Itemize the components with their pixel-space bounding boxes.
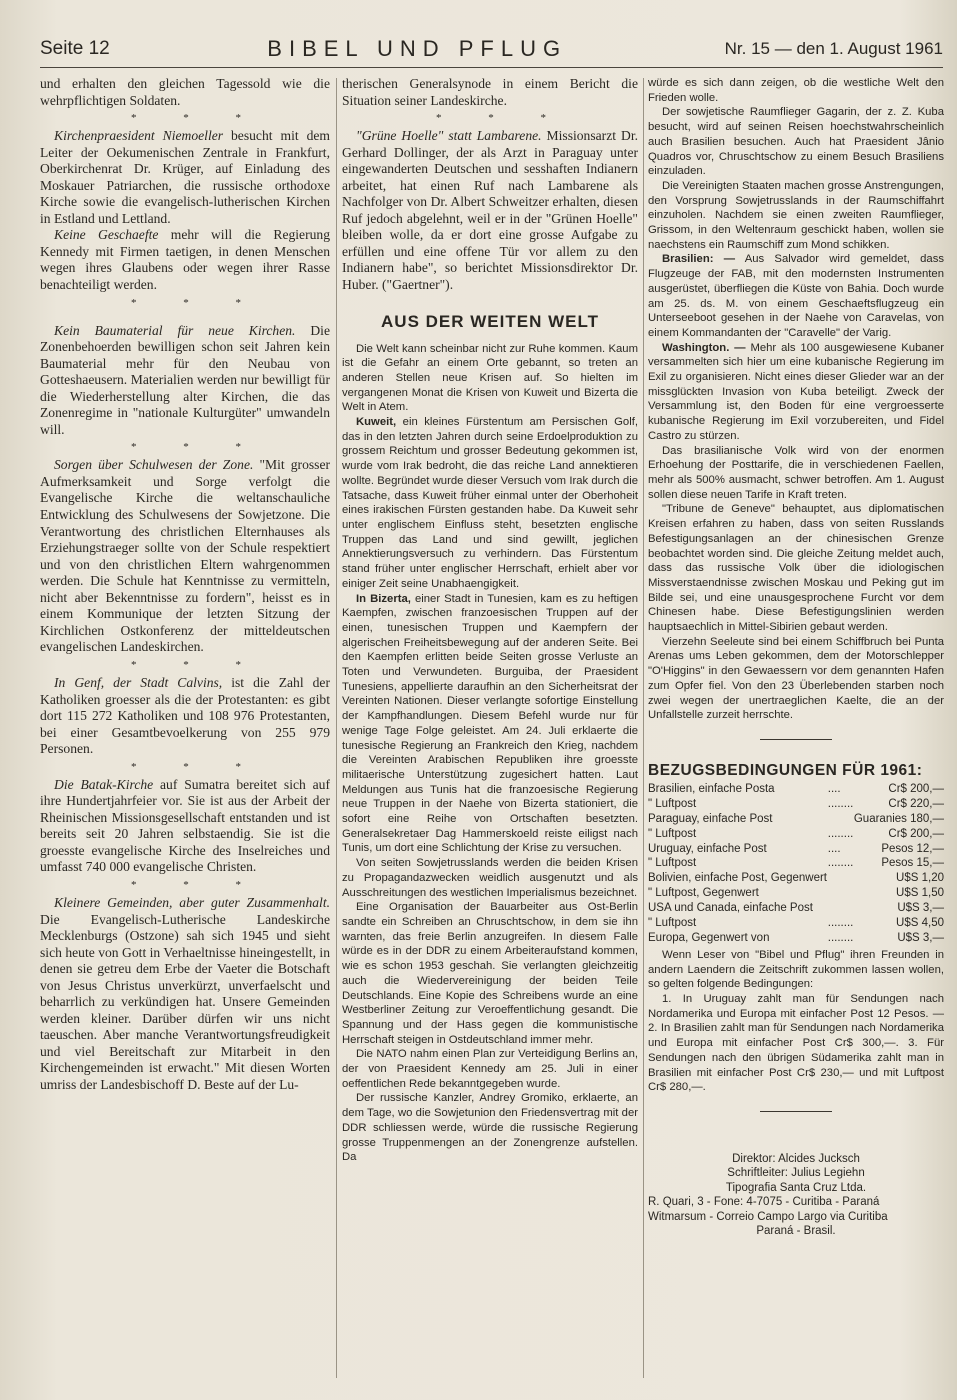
imprint-address: Witmarsum - Correio Campo Largo via Curitiba xyxy=(648,1210,888,1223)
rate-label: " Luftpost xyxy=(648,857,697,870)
rate-label: Brasilien, einfache Posta xyxy=(648,782,775,795)
rate-label: Europa, Gegenwert von xyxy=(648,932,770,944)
rate-price: Pesos 12,— xyxy=(881,842,944,855)
rate-row xyxy=(648,812,944,827)
rate-row xyxy=(648,782,944,797)
separator-stars: * * * xyxy=(131,441,263,454)
article-text: therischen Generalsynode in einem Bericht die Situation seiner Landeskirche. xyxy=(342,76,638,108)
column-divider xyxy=(643,78,644,1378)
separator-stars: * * * xyxy=(131,658,263,671)
imprint-editor: Schriftleiter: Julius Legiehn xyxy=(727,1167,865,1180)
rate-label: Uruguay, einfache Post xyxy=(648,842,767,855)
rate-row xyxy=(648,931,944,946)
rate-label: Paraguay, einfache Post xyxy=(648,812,773,825)
rate-label: " Luftpost xyxy=(648,917,697,930)
rate-dots: ........ xyxy=(827,797,854,810)
rate-dots xyxy=(828,886,854,901)
rate-price: Pesos 15,— xyxy=(881,857,944,870)
rate-price: U$S 1,20 xyxy=(896,872,944,885)
imprint-address: R. Quari, 3 - Fone: 4-7075 - Curitiba - Paraná xyxy=(648,1196,880,1209)
subscription-title: BEZUGSBEDINGUNGEN FÜR 1961: xyxy=(648,761,923,779)
rate-price: U$S 4,50 xyxy=(896,917,944,930)
issue-date: Nr. 15 — den 1. August 1961 xyxy=(724,38,943,58)
column-left xyxy=(40,76,330,1380)
rate-price: U$S 1,50 xyxy=(896,887,944,900)
rate-price: Guaranies 180,— xyxy=(853,812,944,825)
rate-row xyxy=(648,856,944,871)
rate-label: " Luftpost xyxy=(648,827,697,840)
rate-dots: .... xyxy=(827,842,841,855)
world-news-bizerta: In Bizerta, einer Stadt in Tunesien, kam es zu heftigen Kaempfen, zwischen franzoesischen Truppen auf der einen, tunesischen Truppen und Kaempfern der algerischen Freiheitsbewegung auf der anderen Seite. Bei den Kaempfen erlitten beide Seiten grosse Verluste an Toten und Verwundeten. Burguiba, der Praesident Tunesiens, appellierte daraufhin an den Sicherheitsrat der Vereinten Nationen. Dieser verlangte sofortige Einstellung der Kampfhandlungen. Diesem Befehl wurde nur für wenige Tage Folge geleistet. Am 24. Juli erklaerte die tunesische Regierung an Frankreich den Krieg, nachdem die Vereinten Arabischen Republiken ihre groesste militaerische Unterstützung zugesichert hatten. Laut Meldungen aus Tunis hat die franzoesische Regierung neue Truppen in der Naehe von Bizerta stationiert, die sofort eine Reihe von Ortschaften besetzten. Generalsekretaer Dag Hammerskoeld reiste eiligst nach Tunis, um dort eine Schlichtung der Krise zu versuchen. xyxy=(342,592,638,855)
rate-dots: ........ xyxy=(827,932,854,944)
rate-price: Cr$ 200,— xyxy=(888,782,944,795)
article-text: und erhalten den gleichen Tagessold wie die wehrpflichtigen Soldaten. xyxy=(40,76,330,108)
newspaper-title: BIBEL UND PFLUG xyxy=(267,35,568,61)
article-baumaterial: Kein Baumaterial für neue Kirchen. Die Zonenbehoerden bewilligen schon seit Jahren kein Baumaterial mehr für den Neubau von Gotteshaeusern. Materialien werden nur bewilligt für die Wiederherstellung alter Kirchen, die das Zonenregime in "nationale Kulturgüter" umwandeln will. xyxy=(40,322,330,437)
world-news-geneve: "Tribune de Geneve" behauptet, aus diplomatischen Kreisen erfahren zu haben, dass von seiten Russlands Befestigungsanlagen an der chinesischen Grenze beobachtet worden sind. Die gleiche Zeitung meldet auch, dass das russische Volk über die idiologischen Missverstaendnisse zwischen Moskau und Peking gut im Bilde sei, und eine unausgesprochene Furcht vor dem Chinesen habe. Diese Befestigungslinien werden hauptsaechlich in Mittel-Sibirien gebaut werden. xyxy=(648,503,944,634)
separator-stars: * * * xyxy=(131,760,263,773)
world-news-gromiko: Der russische Kanzler, Andrey Gromiko, erklaerte, an dem Tage, wo die Sowjetunion den Friedensvertrag mit der DDR schliessen werde, würde die russische Regierung grosse Truppenmengen an der Zonengrenze aufstellen. Da xyxy=(342,1092,638,1164)
world-news-propaganda: Von seiten Sowjetrusslands werden die beiden Krisen zu Propagandazwecken weidlich ausgenutzt und als Ausschreitungen des westlichen Imperialismus bezeichnet. xyxy=(342,857,638,899)
rate-dots: ........ xyxy=(827,917,854,930)
world-news-berlin: Eine Organisation der Bauarbeiter aus Ost-Berlin sandte ein Schreiben an Chruschtschow, in dem sie ihn warnten, das freie Berlin anzugreifen. In diesem Falle würde es in der DDR zu einem Arbeiteraufstand kommen, wie es schon 1953 geschah. Sie verlangten gleichzeitig auch die Wiedervereinigung der beiden Teile Deutschlands. Eine Kopie des Schreibens wurde an eine Westberliner Zeitung zur Veroeffentlichung gesandt. Die Spannung und der Hass gegen die kommunistische Herrschaft steigen in Ostdeutschland immer mehr. xyxy=(342,901,638,1046)
subscription-conditions: 1. In Uruguay zahlt man für Sendungen nach Nordamerika und Europa mit einfacher Post 12 Pesos. — 2. In Brasilien zahlt man für Sendungen nach Nordamerika und Europa mit einfacher Post Cr$ 300,—. 3. Für Sendungen nach den übrigen Südamerika zahlt man in Brasilien mit einfacher Post Cr$ 230,— und mit Luftpost Cr$ 280,—. xyxy=(648,993,944,1094)
page-header xyxy=(40,30,943,68)
rate-dots xyxy=(828,812,854,827)
rate-row xyxy=(648,871,944,886)
imprint-printer: Tipografia Santa Cruz Ltda. xyxy=(725,1181,867,1194)
rate-label: USA und Canada, einfache Post xyxy=(648,902,813,915)
separator-stars: * * * xyxy=(131,296,263,309)
rate-row xyxy=(648,886,944,901)
column-divider xyxy=(336,78,337,1378)
column-right xyxy=(648,76,944,1380)
rate-price: Cr$ 220,— xyxy=(888,797,944,810)
world-news-posttarife: Das brasilianische Volk wird von der enormen Erhoehung der Posttarife, die in verschiedenen Faellen, mehr als 500% ausmacht, schwer betroffen. Am 1. August sollen diese neuen Tarife in Kraft treten. xyxy=(648,444,944,501)
column-middle xyxy=(342,76,638,1380)
separator-stars: * * * xyxy=(131,878,263,891)
rate-dots: ........ xyxy=(827,857,854,870)
rate-price: Cr$ 200,— xyxy=(888,827,944,840)
article-batak: Die Batak-Kirche auf Sumatra bereitet sich auf ihre Hundertjahrfeier vor. Sie ist aus der Arbeit der Rheinischen Missionsgesellschaft entstanden und ist bereits seit 20 Jahren selbstaendig. Sie ist die groesste evangelische Kirche des Inselreiches und umfasst 740 000 evangelische Christen. xyxy=(40,776,330,875)
world-news-text: würde es sich dann zeigen, ob die westliche Welt den Frieden wolle. xyxy=(648,77,944,104)
rate-row xyxy=(648,797,944,812)
article-lambarene: "Grüne Hoelle" statt Lambarene. Missionsarzt Dr. Gerhard Dollinger, der als Arzt in Paraguay unter eingewanderten Deutschen und sesshaften Indianern arbeitet, hat einen Ruf nach Lambarene als Nachfolger von Dr. Albert Schweitzer erhalten, diesen Ruf jedoch abgelehnt, weil er in der "Grünen Hoelle" bleiben wolle, da er dort eine grosse Aufgabe zu erfüllen und eine offene Tür vor allem zu den Indianern habe", so berichtet Missionsdirektor Dr. Huber. ("Gaertner"). xyxy=(342,128,638,293)
rate-row xyxy=(648,901,944,916)
world-news-intro: Die Welt kann scheinbar nicht zur Ruhe kommen. Kaum ist die Gefahr an einem Orte gebannt, so treten an anderen Stellen neue Krisen auf. So hielten im vergangenen Monat die Krisen von Kuweit und Bizerta die Welt in Atem. xyxy=(342,342,638,414)
divider xyxy=(760,1111,832,1112)
page-number: Seite 12 xyxy=(40,37,110,59)
rate-label: Bolivien, einfache Post, Gegenwert xyxy=(648,872,827,885)
rate-price: U$S 3,— xyxy=(897,902,944,915)
separator-stars: * * * xyxy=(436,112,568,125)
world-news-usa-space: Die Vereinigten Staaten machen grosse Anstrengungen, den Vorsprung Sowjetrusslands in der Raumschiffahrt einzuholen. Nachdem sie einen zweiten Raumflieger, Grissom, in den Weltenraum geschickt haben, wollen sie naechstens ein Raumschiff zum Mond schikken. xyxy=(648,179,944,251)
world-news-kuweit: Kuweit, ein kleines Fürstentum am Persischen Golf, das in den letzten Jahren durch seine Erdoelproduktion zu grossem Reichtum und grosser Bedeutung gekommen ist, wurde vom Irak bedroht, die das reiche Land annektieren wollte. Begründet wurde dieser Versuch vom Irak durch die Tatsache, dass Kuweit früher einmal unter der Oberhoheit eines irakischen Fürsten gestanden habe. Da Kuweit sehr unter englischem Einfluss steht, besetzten englische Truppen das Land und sind gewillt, jeglichen Annektierungsversuch zu verhindern. Das Fürstentum stand früher unter englischer Herrschaft, erhielt aber vor einiger Zeit seine Unabhaengigkeit. xyxy=(342,416,638,590)
world-news-washington: Washington. — Mehr als 100 ausgewiesene Kubaner versammelten sich hier um eine kubanische Regierung im Exil zu organisieren. Nicht eines dieser Glieder war an der missglückten Invasion von Kuba beteiligt. Zweck der Versammlung ist, den Boden für eine vergroesserte kubanische Regierung im Exil vorzubereiten, und Fidel Castro zu stürzen. xyxy=(648,341,944,442)
rate-label: " Luftpost, Gegenwert xyxy=(648,887,759,900)
rate-dots xyxy=(828,871,854,886)
rate-row xyxy=(648,827,944,842)
rate-row xyxy=(648,842,944,857)
article-geschaefte: Keine Geschaefte mehr will die Regierung Kennedy mit Firmen taetigen, in denen Menschen wegen ihres Glaubens oder wegen ihrer Rasse benachteiligt werden. xyxy=(40,227,330,293)
section-heading: AUS DER WEITEN WELT xyxy=(381,311,599,331)
separator-stars: * * * xyxy=(131,112,263,125)
rate-label: " Luftpost xyxy=(648,797,697,810)
imprint-director: Direktor: Alcides Jucksch xyxy=(732,1152,860,1165)
article-mecklenburg: Kleinere Gemeinden, aber guter Zusammenhalt. Die Evangelisch-Lutherische Landeskirche Mecklenburgs (Ostzone) sah sich 1945 und sieht sich heute von Gott in Verhaeltnisse hineingestellt, in denen sie getreu dem Erbe der Vaeter die Botschaft von Jesus Christus unverkürzt, unverfaelscht und beharrlich zu verkündigen hat. Unsere Gemeinden werden kleiner. Darüber dürfen wir uns nicht taeuschen. Aber manche Verantwortungsfreudigkeit und viel Bereitschaft zur Mitarbeit in den Kirchengemeinden ist erwacht." Mit diesen Worten umriss der Landesbischoff D. Beste auf der Lu- xyxy=(40,894,330,1092)
world-news-brasilien: Brasilien: — Aus Salvador wird gemeldet, dass Flugzeuge der FAB, mit den modernsten Instrumenten ausgerüstet, überfliegen die Küste von Bahia. Doch wurde am 25. ds. M. von einem Geschaeftsflugzeug ein Unterseeboot gesehen in der Naehe von Caravelas, von einem Kommandanten der "Caravelle" der Varig. xyxy=(648,253,944,339)
rate-dots: ........ xyxy=(827,827,854,840)
rate-row xyxy=(648,916,944,931)
subscription-note: Wenn Leser von "Bibel und Pflug" ihren Freunden in andern Laendern die Zeitschrift zukommen lassen wollen, so gelten folgende Bedingungen: xyxy=(648,948,944,991)
article-genf: In Genf, der Stadt Calvins, ist die Zahl der Katholiken groesser als die der Protestanten: es gibt dort 115 272 Katholiken und 108 976 Protestanten, bei einer Gesamtbevoelkerung von 255 979 Personen. xyxy=(40,674,330,757)
article-schulwesen: Sorgen über Schulwesen der Zone. "Mit grosser Aufmerksamkeit und Sorge verfolgt die Evangelische Kirche die weltanschauliche Entwicklung des Schulwesens der Sowjetzone. Die Verantwortung des christlichen Elternhauses als Erziehungstraeger sollte von der Schule respektiert und von den christlichen Eltern wahrgenommen werden. Die Schule hat Kenntnisse zu vermitteln, nicht aber Bekenntnisse zu fordern", heisst es in einem Kommunique der letzten Sitzung der Kirchlichen Ostkonferenz der mitteldeutschen evangelischen Landeskirchen. xyxy=(40,457,330,655)
imprint xyxy=(648,1152,944,1239)
imprint-address: Paraná - Brasil. xyxy=(756,1225,836,1238)
divider xyxy=(760,739,832,740)
subscription-rates-table xyxy=(648,782,944,946)
world-news-schiffbruch: Vierzehn Seeleute sind bei einem Schiffbruch bei Punta Arenas ums Leben gekommen, dem der Motorschlepper "O'Higgins" in den Gewaessern vor dem genannten Hafen zum Opfer fiel. Von den 23 Überlebenden starben noch zwei wegen der unertraeglichen Kaelte, die an der Unfallstelle zurzeit herrschte. xyxy=(648,635,944,722)
world-news-nato: Die NATO nahm einen Plan zur Verteidigung Berlins an, der von Praesident Kennedy am 25. Juli in einer oeffentlichen Rede bekanntgegeben wurde. xyxy=(342,1048,638,1090)
rate-dots: .... xyxy=(827,782,841,795)
article-niemoeller: Kirchenpraesident Niemoeller besucht mit dem Leiter der Oekumenischen Zentrale in Frankfurt, Oberkirchenrat Dr. Krüger, auf Einladung des Moskauer Patriarchen, die russische orthodoxe Kirche sowie die evangelisch-lutherischen Kirchen in Estland und Lettland. xyxy=(40,128,330,226)
rate-price: U$S 3,— xyxy=(897,932,944,944)
rate-dots xyxy=(828,901,854,916)
world-news-gagarin: Der sowjetische Raumflieger Gagarin, der z. Z. Kuba besucht, wird auf seinen Reisen hoechstwahrscheinlich auch Brasilien besuchen. Auch hat Praesident Jânio Quadros vor, Chruschtschow zu einem Besuch Brasiliens einzuladen. xyxy=(648,106,944,178)
